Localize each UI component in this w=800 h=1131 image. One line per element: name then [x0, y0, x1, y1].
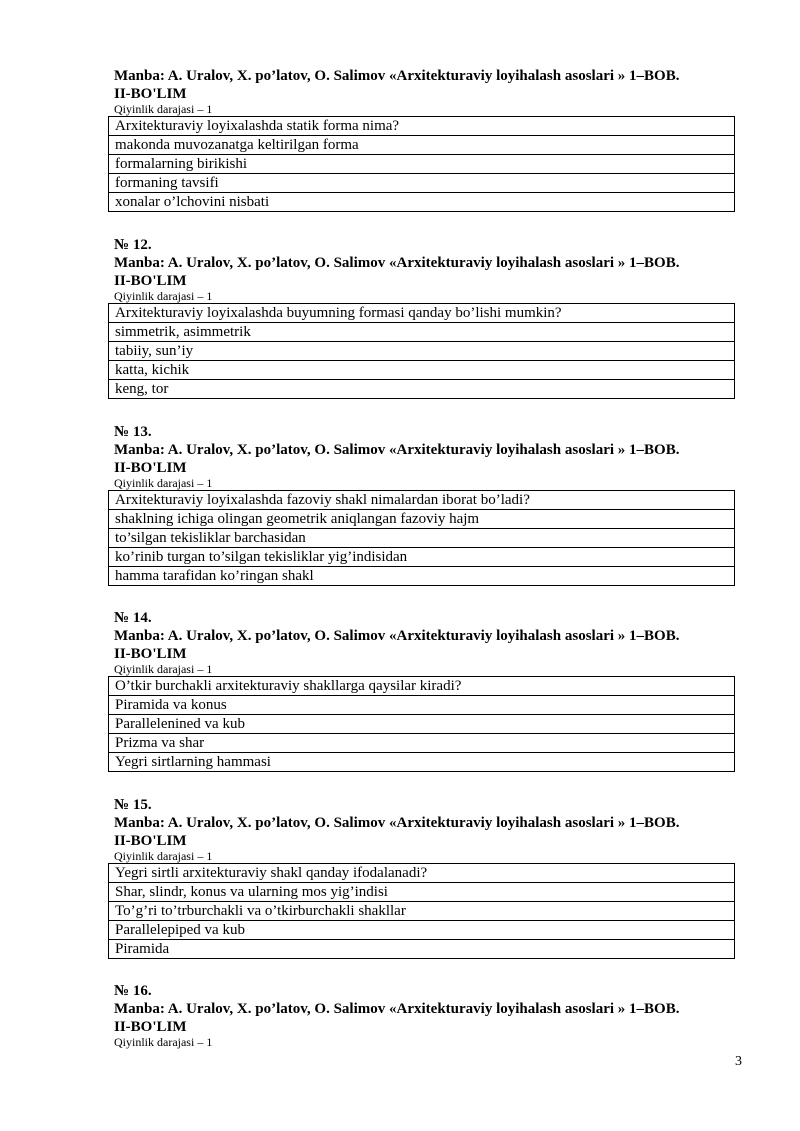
question-text: Yegri sirtli arxitekturaviy shakl qanday ifodalanadi?: [109, 864, 735, 883]
source-line: Manba: A. Uralov, X. po’latov, O. Salimov «Arxitekturaviy loyihalash asoslari » 1–BOB.: [114, 442, 680, 458]
difficulty-level: Qiyinlik darajasi – 1: [114, 849, 213, 863]
answer-option: keng, tor: [109, 380, 735, 399]
question-text: Arxitekturaviy loyixalashda statik forma nima?: [109, 117, 735, 136]
source-line: Manba: A. Uralov, X. po’latov, O. Salimov «Arxitekturaviy loyihalash asoslari » 1–BOB.: [114, 1001, 680, 1017]
question-block-16: [114, 982, 736, 1049]
answer-option: Piramida va konus: [109, 696, 735, 715]
answer-option: Shar, slindr, konus va ularning mos yig’indisi: [109, 883, 735, 902]
question-text: Arxitekturaviy loyixalashda fazoviy shakl nimalardan iborat bo’ladi?: [109, 491, 735, 510]
source-citation: [114, 254, 736, 290]
answer-option: Prizma va shar: [109, 734, 735, 753]
question-table: [108, 676, 735, 772]
difficulty-level: Qiyinlik darajasi – 1: [114, 289, 213, 303]
source-citation: [114, 814, 736, 850]
source-citation: [114, 627, 736, 663]
question-text: Arxitekturaviy loyixalashda buyumning formasi qanday bo’lishi mumkin?: [109, 304, 735, 323]
answer-option: tabiiy, sun’iy: [109, 342, 735, 361]
answer-option: to’silgan tekisliklar barchasidan: [109, 529, 735, 548]
source-section: II-BO'LIM: [114, 273, 187, 289]
source-citation: [114, 67, 736, 103]
difficulty-level: Qiyinlik darajasi – 1: [114, 476, 213, 490]
answer-option: makonda muvozanatga keltirilgan forma: [109, 136, 735, 155]
source-section: II-BO'LIM: [114, 460, 187, 476]
question-table: [108, 116, 735, 212]
answer-option: Parallelepiped va kub: [109, 921, 735, 940]
answer-option: hamma tarafidan ko’ringan shakl: [109, 567, 735, 586]
answer-option: xonalar o’lchovini nisbati: [109, 193, 735, 212]
question-table: [108, 303, 735, 399]
page-number: 3: [735, 1054, 742, 1069]
source-line: Manba: A. Uralov, X. po’latov, O. Salimov «Arxitekturaviy loyihalash asoslari » 1–BOB.: [114, 815, 680, 831]
source-citation: [114, 441, 736, 477]
answer-option: Parallelenined va kub: [109, 715, 735, 734]
source-section: II-BO'LIM: [114, 646, 187, 662]
difficulty-level: Qiyinlik darajasi – 1: [114, 662, 213, 676]
question-number: № 16.: [114, 983, 152, 999]
answer-option: shaklning ichiga olingan geometrik aniqlangan fazoviy hajm: [109, 510, 735, 529]
source-section: II-BO'LIM: [114, 86, 187, 102]
answer-option: formalarning birikishi: [109, 155, 735, 174]
question-table: [108, 863, 735, 959]
question-block-13: [114, 423, 736, 586]
answer-option: katta, kichik: [109, 361, 735, 380]
question-block-15: [114, 796, 736, 959]
answer-option: formaning tavsifi: [109, 174, 735, 193]
question-text: O’tkir burchakli arxitekturaviy shakllarga qaysilar kiradi?: [109, 677, 735, 696]
source-section: II-BO'LIM: [114, 833, 187, 849]
question-number: № 15.: [114, 797, 152, 813]
question-table: [108, 490, 735, 586]
source-line: Manba: A. Uralov, X. po’latov, O. Salimov «Arxitekturaviy loyihalash asoslari » 1–BOB.: [114, 68, 680, 84]
answer-option: Piramida: [109, 940, 735, 959]
answer-option: simmetrik, asimmetrik: [109, 323, 735, 342]
answer-option: ko’rinib turgan to’silgan tekisliklar yig’indisidan: [109, 548, 735, 567]
source-line: Manba: A. Uralov, X. po’latov, O. Salimov «Arxitekturaviy loyihalash asoslari » 1–BOB.: [114, 255, 680, 271]
answer-option: Yegri sirtlarning hammasi: [109, 753, 735, 772]
question-number: № 13.: [114, 424, 152, 440]
question-number: № 12.: [114, 237, 152, 253]
question-block-11: [114, 67, 736, 212]
question-block-14: [114, 609, 736, 772]
question-block-12: [114, 236, 736, 399]
source-section: II-BO'LIM: [114, 1019, 187, 1035]
question-number: № 14.: [114, 610, 152, 626]
source-citation: [114, 1000, 736, 1036]
difficulty-level: Qiyinlik darajasi – 1: [114, 1035, 213, 1049]
source-line: Manba: A. Uralov, X. po’latov, O. Salimov «Arxitekturaviy loyihalash asoslari » 1–BOB.: [114, 628, 680, 644]
difficulty-level: Qiyinlik darajasi – 1: [114, 102, 213, 116]
answer-option: To’g’ri to’trburchakli va o’tkirburchakli shakllar: [109, 902, 735, 921]
